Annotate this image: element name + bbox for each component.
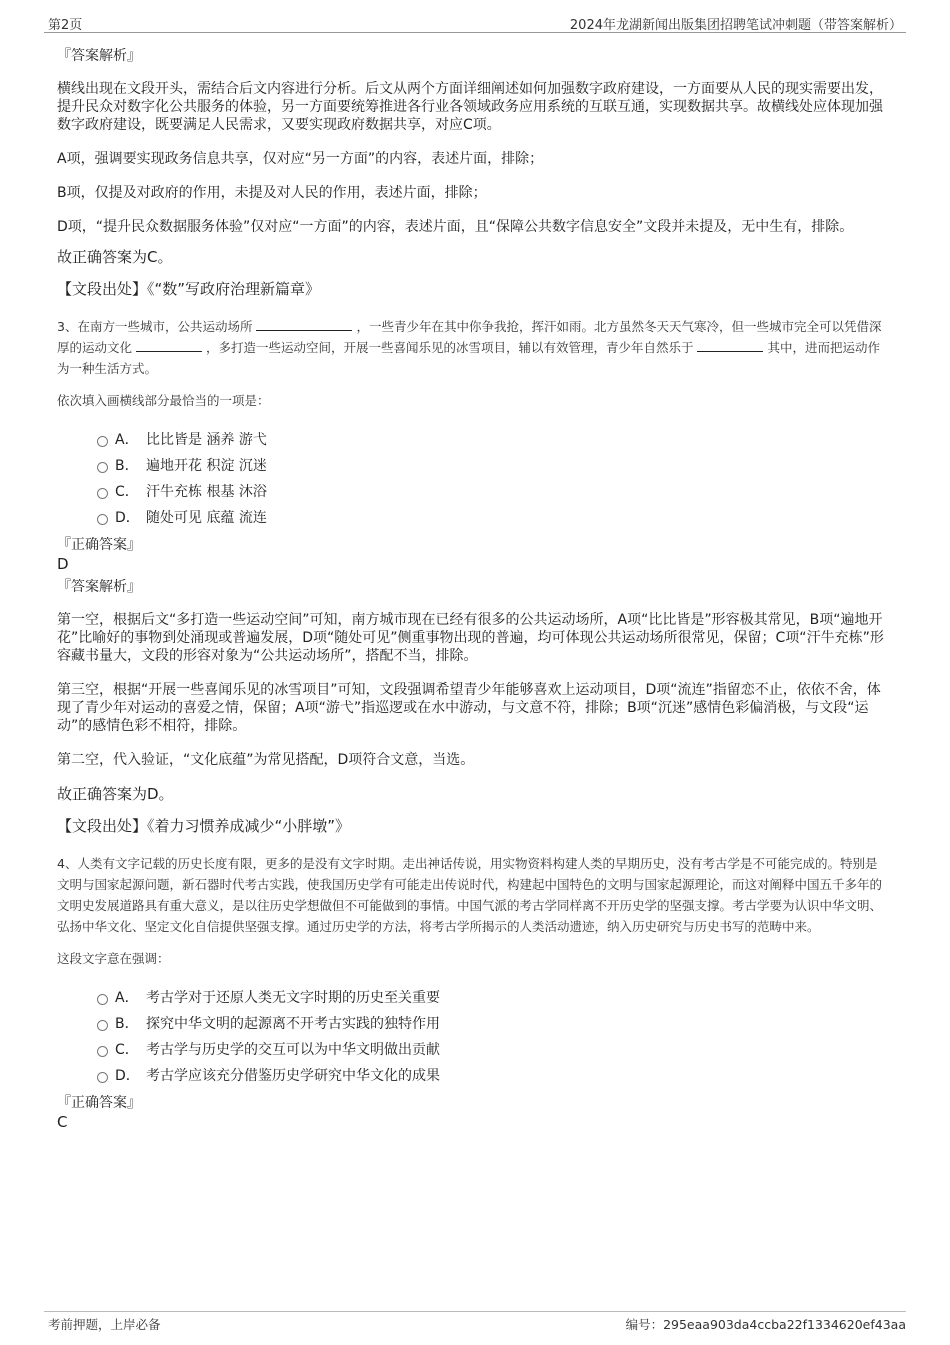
footer-divider bbox=[44, 1311, 906, 1312]
options-list bbox=[57, 427, 888, 531]
page-header bbox=[44, 12, 906, 33]
footer-slogan: 考前押题，上岸必备 bbox=[48, 1317, 161, 1332]
conclusion: 故正确答案为D。 bbox=[57, 785, 174, 803]
option-d[interactable]: D． 考古学应该充分借鉴历史学研究中华文化的成果 bbox=[57, 1063, 888, 1089]
analysis-label: 『答案解析』 bbox=[57, 48, 141, 64]
radio-icon[interactable] bbox=[97, 1046, 108, 1057]
radio-icon[interactable] bbox=[97, 1020, 108, 1031]
radio-icon[interactable] bbox=[97, 488, 108, 499]
fill-blank bbox=[697, 339, 763, 352]
page-content bbox=[57, 46, 888, 1135]
option-b[interactable]: B． 遍地开花 积淀 沉迷 bbox=[57, 453, 888, 479]
correct-answer: D bbox=[57, 555, 69, 573]
source-citation: 【文段出处】《“数”写政府治理新篇章》 bbox=[57, 280, 321, 298]
stem-part: 其中，进而把运动作为一种生活方式。 bbox=[57, 340, 880, 376]
option-a[interactable]: A． 考古学对于还原人类无文字时期的历史至关重要 bbox=[57, 985, 888, 1011]
radio-icon[interactable] bbox=[97, 462, 108, 473]
page-number: 第2页 bbox=[48, 18, 83, 33]
analysis-paragraph: D项，“提升民众数据服务体验”仅对应“一方面”的内容，表述片面，且“保障公共数字信息安全”文段并未提及，无中生有，排除。 bbox=[57, 219, 854, 235]
stem-part: ，一些青少年在其中你争我抢，挥汗如雨。北方虽然冬天天气寒冷，但一些城市完全可以凭借深厚的运动文化 bbox=[57, 319, 882, 355]
analysis-paragraph: A项，强调要实现政务信息共享，仅对应“另一方面”的内容，表述片面，排除； bbox=[57, 151, 544, 167]
analysis-paragraph: 第一空，根据后文“多打造一些运动空间”可知，南方城市现在已经有很多的公共运动场所，A项“比比皆是”形容极其常见，B项“遍地开花”比喻好的事物到处涌现或普遍发展，D项“随处可见”侧重事物出现的普遍，均可体现公共运动场所很常见，保留；C项“汗牛充栋”形容藏书量大，文段的形容对象为“公共运动场所”，搭配不当，排除。 bbox=[57, 612, 884, 664]
analysis-paragraph: 第三空，根据“开展一些喜闻乐见的冰雪项目”可知，文段强调希望青少年能够喜欢上运动项目，D项“流连”指留恋不止，依依不舍，体现了青少年对运动的喜爱之情，保留；A项“游弋”指巡逻或在水中游动，与文意不符，排除；B项“沉迷”感情色彩偏消极，与文段“运动”的感情色彩不相符，排除。 bbox=[57, 682, 881, 734]
analysis-paragraph: 第二空，代入验证，“文化底蕴”为常见搭配，D项符合文意，当选。 bbox=[57, 752, 475, 768]
document-title: 2024年龙湖新闻出版集团招聘笔试冲刺题（带答案解析） bbox=[569, 18, 902, 33]
fill-blank bbox=[256, 318, 352, 331]
question-prompt: 这段文字意在强调： bbox=[57, 951, 170, 966]
question-prompt: 依次填入画横线部分最恰当的一项是： bbox=[57, 393, 270, 408]
answer-label: 『正确答案』 bbox=[57, 537, 141, 553]
stem-part: 3、在南方一些城市，公共运动场所 bbox=[57, 319, 253, 334]
question-4-stem: 4、人类有文字记载的历史长度有限，更多的是没有文字时期。走出神话传说，用实物资料构建人类的早期历史，没有考古学是不可能完成的。特别是文明与国家起源问题，新石器时代考古实践，使我国历史学有可能走出传说时代，构建起中国特色的文明与国家起源理论，而这对阐释中国五千多年的文明史发展道路具有重大意义，是以往历史学想做但不可能做到的事情。中国气派的考古学同样离不开历史学的坚强支撑。考古学要为认识中华文明、弘扬中华文化、坚定文化自信提供坚强支撑。通过历史学的方法，将考古学所揭示的人类活动遗迹，纳入历史研究与历史书写的范畴中来。 bbox=[57, 856, 883, 934]
analysis-paragraph: B项，仅提及对政府的作用，未提及对人民的作用，表述片面，排除； bbox=[57, 185, 487, 201]
fill-blank bbox=[136, 339, 202, 352]
conclusion: 故正确答案为C。 bbox=[57, 248, 173, 266]
radio-icon[interactable] bbox=[97, 994, 108, 1005]
option-d[interactable]: D． 随处可见 底蕴 流连 bbox=[57, 505, 888, 531]
correct-answer: C bbox=[57, 1113, 68, 1131]
option-b[interactable]: B． 探究中华文明的起源离不开考古实践的独特作用 bbox=[57, 1011, 888, 1037]
option-c[interactable]: C． 考古学与历史学的交互可以为中华文明做出贡献 bbox=[57, 1037, 888, 1063]
stem-part: ，多打造一些运动空间，开展一些喜闻乐见的冰雪项目，辅以有效管理，青少年自然乐于 bbox=[205, 340, 694, 355]
radio-icon[interactable] bbox=[97, 1072, 108, 1083]
radio-icon[interactable] bbox=[97, 514, 108, 525]
analysis-label: 『答案解析』 bbox=[57, 579, 141, 595]
options-list bbox=[57, 985, 888, 1089]
answer-label: 『正确答案』 bbox=[57, 1095, 141, 1111]
question-3-stem bbox=[57, 316, 888, 379]
source-citation: 【文段出处】《着力习惯养成减少“小胖墩”》 bbox=[57, 817, 351, 835]
option-a[interactable]: A． 比比皆是 涵养 游弋 bbox=[57, 427, 888, 453]
analysis-paragraph: 横线出现在文段开头，需结合后文内容进行分析。后文从两个方面详细阐述如何加强数字政府建设，一方面要从人民的现实需要出发，提升民众对数字化公共服务的体验，另一方面要统筹推进各行业各领域政务应用系统的互联互通，实现数据共享。故横线处应体现加强数字政府建设，既要满足人民需求，又要实现政府数据共享，对应C项。 bbox=[57, 81, 883, 133]
document-id: 编号：295eaa903da4ccba22f1334620ef43aa bbox=[625, 1317, 906, 1332]
radio-icon[interactable] bbox=[97, 436, 108, 447]
option-c[interactable]: C． 汗牛充栋 根基 沐浴 bbox=[57, 479, 888, 505]
